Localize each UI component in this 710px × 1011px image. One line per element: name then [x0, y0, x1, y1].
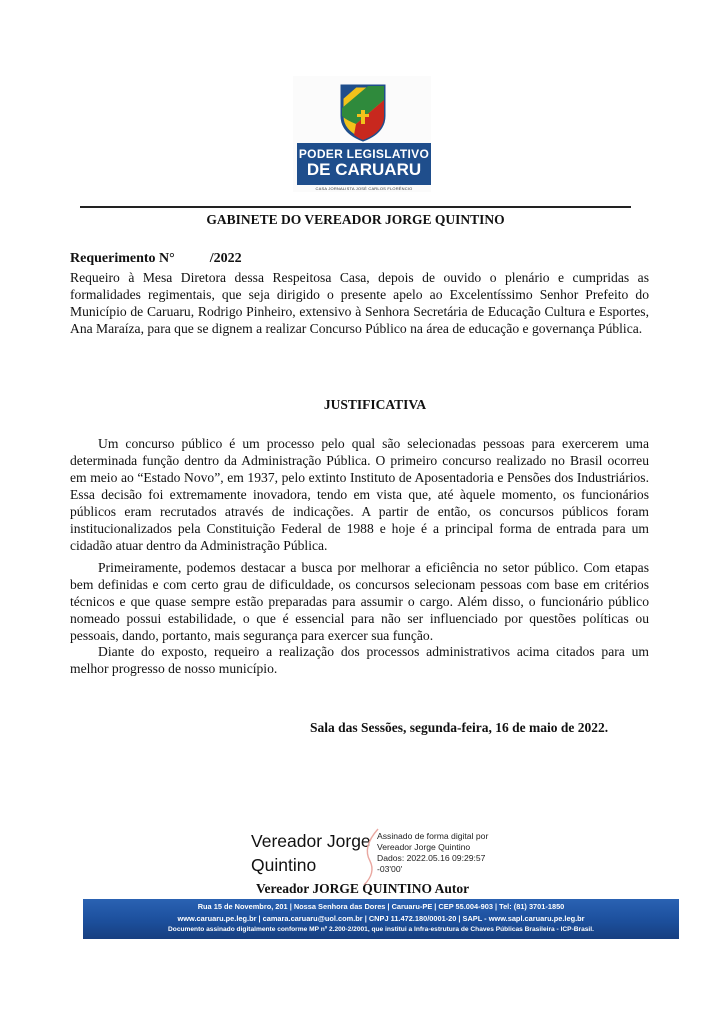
logo-tagline: CASA JORNALISTA JOSÉ CARLOS FLORÊNCIO [315, 186, 413, 191]
justification-title: JUSTIFICATIVA [323, 397, 427, 412]
signature-name [251, 829, 371, 877]
logo-title-line1: PODER LEGISLATIVO [298, 147, 430, 161]
author-line: Vereador JORGE QUINTINO Autor [256, 881, 470, 896]
request-number: Requerimento N° /2022 [70, 251, 242, 266]
place-and-date: Sala das Sessões, segunda-feira, 16 de maio de 2022. [310, 720, 609, 735]
logo-banner [297, 143, 431, 185]
caruaru-crest-icon [338, 80, 388, 142]
justification-paragraph-1: Um concurso público é um processo pelo qual são selecionadas pessoas para exercerem uma determinada função dentro da Administração Pública. O primeiro concurso realizado no Brasil ocorreu em meio ao “Estado Novo”, em 1937, pelo extinto Instituto de Aposentadoria e Pensões dos Industriários. Essa decisão foi extremamente inovadora, tendo em vista que, até àquele momento, os funcionários públicos eram recrutados através de indicações. A partir de então, os concursos públicos foram institucionalizados pela Constituição Federal de 1988 e hoje é a principal forma de entrada para um cidadão atuar dentro da Administração Pública. [70, 436, 649, 553]
justification-paragraph-2: Primeiramente, podemos destacar a busca por melhorar a eficiência no setor público. Com etapas bem definidas e com certo grau de dificuldade, os concursos selecionam pessoas com base em critérios técnicos e que quase sempre estão preparadas para assumir o cargo. Além disso, o funcionário público nomeado possui estabilidade, o que é essencial para não ser influenciado por questões políticas ou pessoais, dando, portanto, mais segurança para exercer sua função. [70, 560, 649, 643]
signature-info-line: Vereador Jorge Quintino [377, 842, 471, 852]
signature-info-line: -03'00' [377, 864, 403, 874]
signature-info-line: Assinado de forma digital por [377, 831, 489, 841]
footer-address: Rua 15 de Novembro, 201 | Nossa Senhora das Dores | Caruaru-PE | CEP 55.004-903 | Tel: (81) 3701-1850 [197, 902, 565, 911]
digital-signature-info [377, 831, 488, 875]
signature-name-line1: Vereador Jorge [251, 831, 371, 851]
footer-legal-note: Documento assinado digitalmente conforme MP nº 2.200-2/2001, que institui a Infra-estrutura de Chaves Públicas Brasileira - ICP-Brasil. [168, 926, 594, 933]
footer-banner [83, 899, 679, 939]
signature-name-line2: Quintino [251, 855, 317, 875]
footer-contacts: www.caruaru.pe.leg.br | camara.caruaru@uol.com.br | CNPJ 11.472.180/0001-20 | SAPL - www.sapl.caruaru.pe.leg.br [177, 913, 585, 923]
request-body: Requeiro à Mesa Diretora dessa Respeitosa Casa, depois de ouvido o plenário e cumpridas as formalidades regimentais, que seja dirigido o presente apelo ao Excelentíssimo Senhor Prefeito do Município de Caruaru, Rodrigo Pinheiro, extensivo à Senhora Secretária de Educação Cultura e Esportes, Ana Maraíza, para que se dignem a realizar Concurso Público na área de educação e governança Pública. [70, 270, 649, 336]
header-divider [80, 206, 631, 208]
justification-paragraph-3: Diante do exposto, requeiro a realização dos processos administrativos acima citados para um melhor progresso de nosso município. [70, 644, 649, 676]
signature-info-line: Dados: 2022.05.16 09:29:57 [377, 853, 486, 863]
office-title: GABINETE DO VEREADOR JORGE QUINTINO [206, 212, 505, 227]
logo-title-line2: DE CARUARU [306, 160, 422, 179]
